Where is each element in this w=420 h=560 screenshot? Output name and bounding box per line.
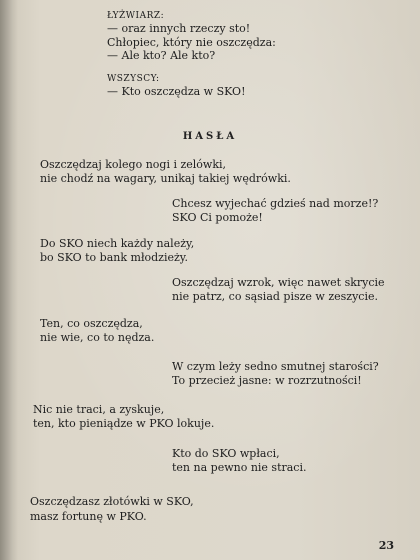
slogan-line: SKO Ci pomoże!: [172, 211, 263, 224]
slogan-line: ten na pewno nie straci.: [172, 461, 307, 474]
dialogue-line: — Kto oszczędza w SKO!: [107, 85, 246, 98]
slogan-line: Ten, co oszczędza,: [40, 317, 143, 330]
dialogue-line: — oraz innych rzeczy sto!: [107, 22, 251, 35]
section-heading: HASŁA: [182, 131, 238, 142]
dialogue-line: — Ale kto? Ale kto?: [107, 49, 216, 62]
slogan-line: nie chodź na wagary, unikaj takiej wędrówki.: [40, 172, 291, 185]
slogan-line: Oszczędzaj kolego nogi i zelówki,: [40, 158, 227, 171]
slogan-line: Chcesz wyjechać gdzieś nad morze!?: [172, 197, 379, 210]
slogan-line: W czym leży sedno smutnej starości?: [172, 360, 379, 373]
page-number: 23: [378, 539, 394, 552]
slogan-line: nie wie, co to nędza.: [40, 331, 155, 344]
slogan-line: bo SKO to bank młodzieży.: [40, 251, 189, 264]
speaker-all: WSZYSCY:: [107, 74, 160, 84]
binding-shadow: [0, 0, 18, 560]
speaker-skater: ŁYŻWIARZ:: [107, 11, 165, 21]
slogan-line: To przecież jasne: w rozrzutności!: [172, 374, 362, 387]
slogan-line: Kto do SKO wpłaci,: [172, 447, 280, 460]
slogan-line: ten, kto pieniądze w PKO lokuje.: [33, 417, 215, 430]
slogan-line: Oszczędzaj wzrok, więc nawet skrycie: [172, 276, 385, 289]
slogan-line: masz fortunę w PKO.: [30, 510, 147, 523]
slogan-line: Oszczędzasz złotówki w SKO,: [30, 495, 194, 508]
slogan-line: Do SKO niech każdy należy,: [40, 237, 195, 250]
slogan-line: nie patrz, co sąsiad pisze w zeszycie.: [172, 290, 378, 303]
dialogue-line: Chłopiec, który nie oszczędza:: [107, 36, 276, 49]
slogan-line: Nic nie traci, a zyskuje,: [33, 403, 165, 416]
